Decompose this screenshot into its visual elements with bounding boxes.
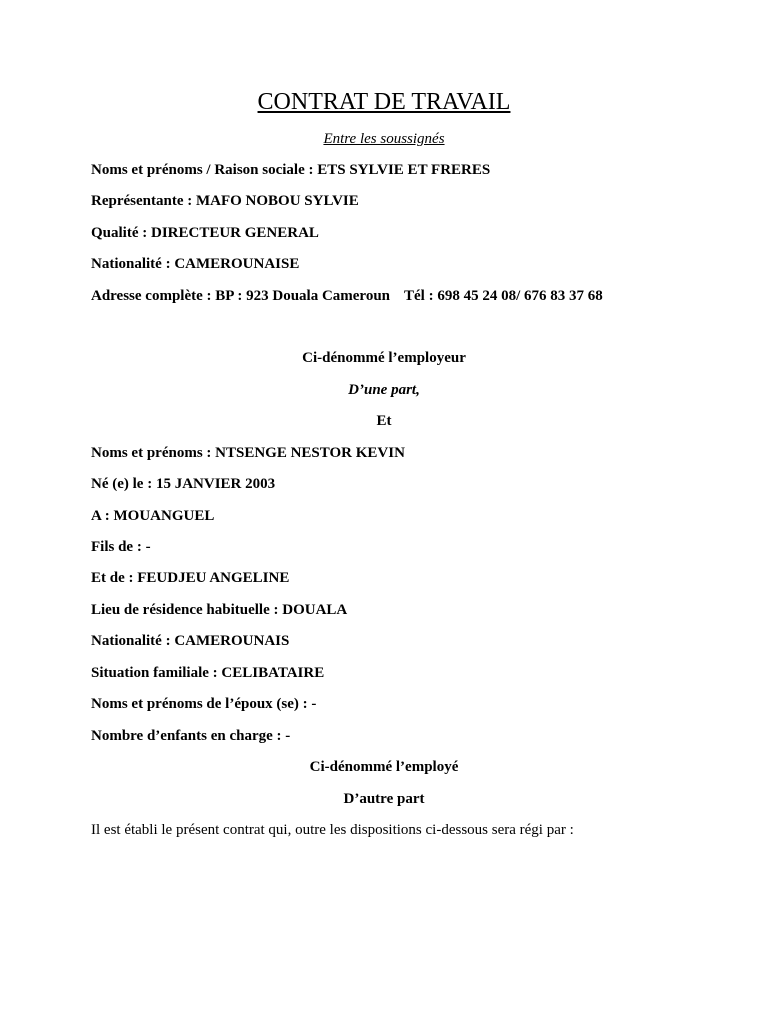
employee-denomination: Ci-dénommé l’employé [309,759,459,775]
employer-name-line: Noms et prénoms / Raison sociale : ETS SYLVIE ET FRERES [91,162,491,178]
document-title: CONTRAT DE TRAVAIL [257,89,511,115]
employer-address-line: Adresse complète : BP : 923 Douala Cameroun [91,288,391,304]
document-subtitle: Entre les soussignés [323,131,445,147]
other-part-label: D’autre part [343,791,425,807]
employee-birth-line: Né (e) le : 15 JANVIER 2003 [91,476,276,492]
employee-place-line: A : MOUANGUEL [91,508,215,524]
employee-children-line: Nombre d’enfants en charge : - [91,728,291,744]
employee-and-of-line: Et de : FEUDJEU ANGELINE [91,570,290,586]
employer-quality-line: Qualité : DIRECTEUR GENERAL [91,225,319,241]
employer-denomination: Ci-dénommé l’employeur [302,350,466,366]
and-label: Et [376,413,392,429]
employer-address-row [91,287,603,305]
one-part-label: D’une part, [348,382,420,398]
employee-residence-line: Lieu de résidence habituelle : DOUALA [91,602,348,618]
employer-representative-line: Représentante : MAFO NOBOU SYLVIE [91,193,359,209]
employee-family-line: Situation familiale : CELIBATAIRE [91,665,325,681]
employee-spouse-line: Noms et prénoms de l’époux (se) : - [91,696,317,712]
employee-name-line: Noms et prénoms : NTSENGE NESTOR KEVIN [91,445,405,461]
employee-nationality-line: Nationalité : CAMEROUNAIS [91,633,290,649]
employee-son-of-line: Fils de : - [91,539,151,555]
employer-nationality-line: Nationalité : CAMEROUNAISE [91,256,300,272]
closing-paragraph: Il est établi le présent contrat qui, outre les dispositions ci-dessous sera régi par : [91,822,574,838]
employer-phone-line: Tél : 698 45 24 08/ 676 83 37 68 [404,288,603,304]
